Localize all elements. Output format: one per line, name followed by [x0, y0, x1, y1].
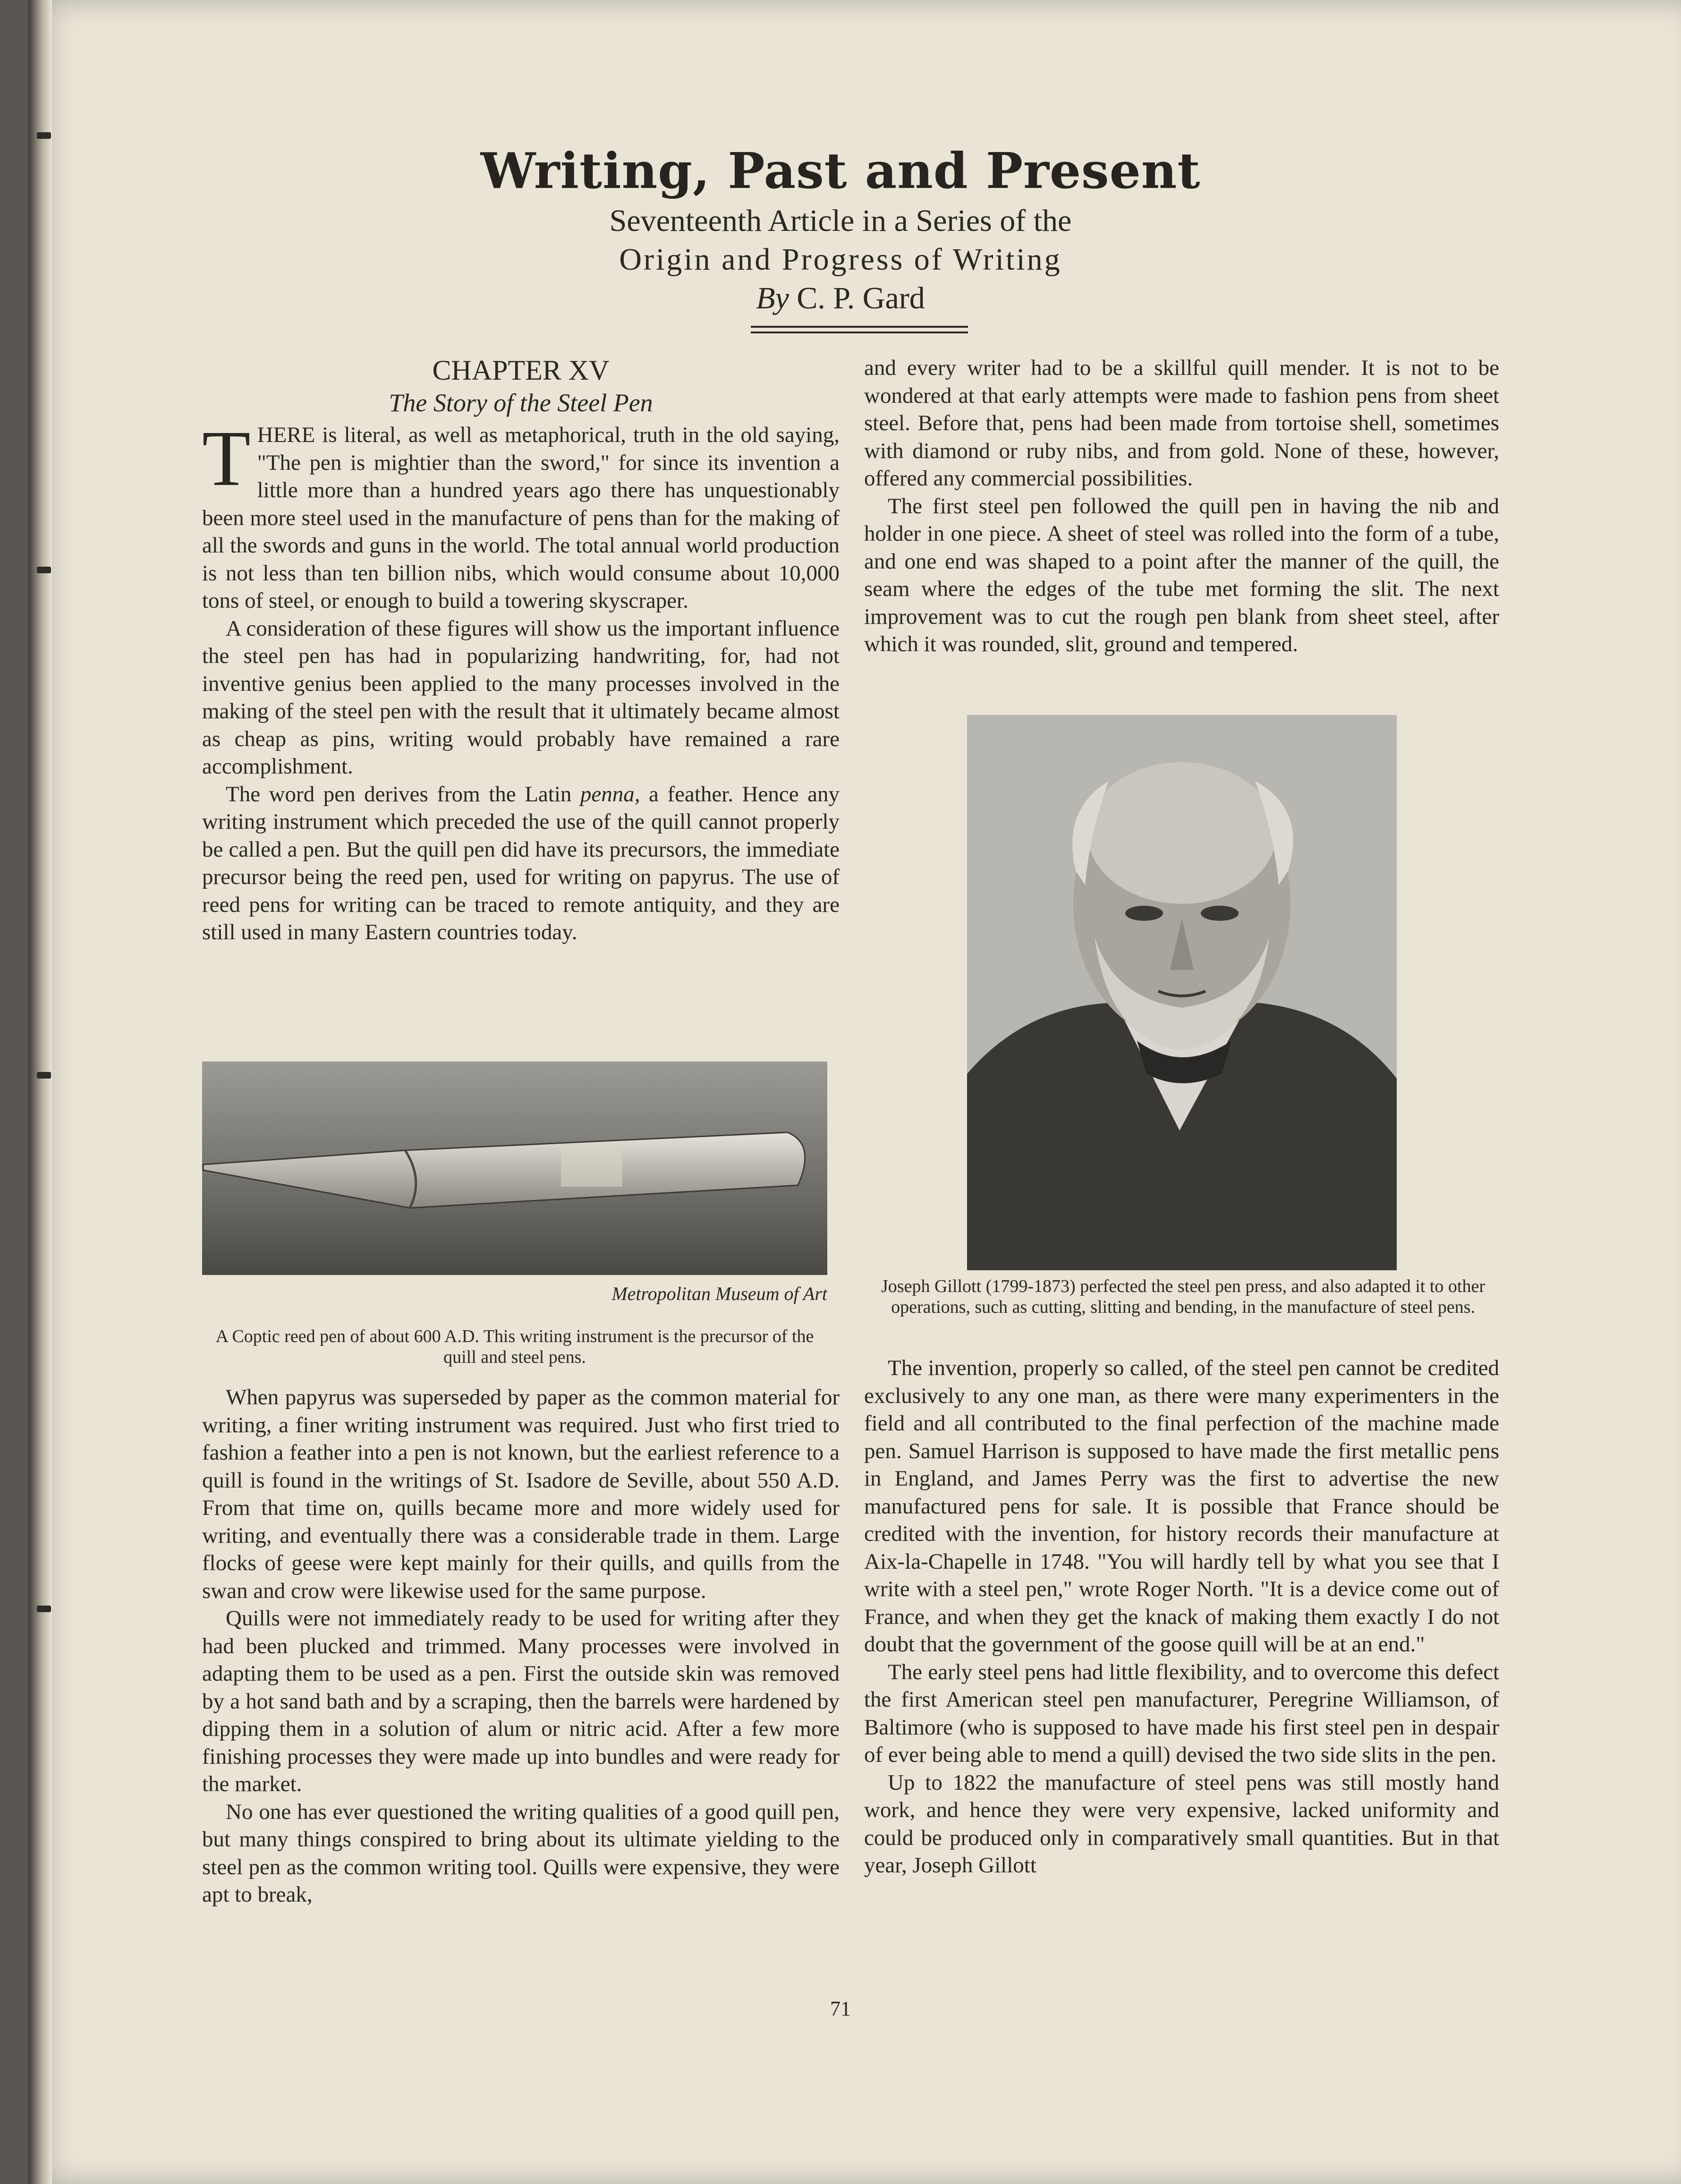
byline-prefix: By — [756, 281, 789, 315]
title-rule — [751, 326, 968, 328]
drop-cap: T — [202, 415, 251, 502]
paragraph: The word pen derives from the Latin penna, a feather. Hence any writing instrument which preceded the use of the quill cannot properly be called a pen. But the quill pen did have its precursors, the immediate precursor being the reed pen, used for writing on papyrus. The use of reed pens for writing can be traced to remote antiquity, and they are still used in many Eastern countries today. — [202, 782, 840, 944]
binding-mark — [37, 567, 51, 573]
article-subtitle-line2: Origin and Progress of Writing — [619, 242, 1062, 277]
page-number: 71 — [830, 1997, 851, 2020]
right-column-top — [864, 354, 1499, 658]
left-column-top — [202, 353, 840, 946]
paragraph: Up to 1822 the manufacture of steel pens was still mostly hand work, and hence they were very expensive, lacked uniformity and could be produced only in comparatively small quantities. But in that year, Joseph Gillott — [864, 1770, 1499, 1878]
title-rule — [751, 331, 968, 333]
reed-pen-caption: A Coptic reed pen of about 600 A.D. This writing instrument is the precursor of the quill and steel pens. — [215, 1326, 814, 1367]
left-column-bottom — [202, 1384, 840, 1909]
reed-pen-photo — [202, 1062, 827, 1275]
paragraph: Quills were not immediately ready to be used for writing after they had been plucked and trimmed. Many processes were involved in adapting them to be used as a pen. First the outside skin was removed by a hot sand bath and by a scraping, then the barrels were hardened by dipping them in a solution of alum or nitric acid. After a few more finishing processes they were made up into bundles and were ready for the market. — [202, 1606, 840, 1796]
reed-pen-illustration — [202, 1062, 827, 1275]
article-title: Writing, Past and Present — [480, 142, 1201, 200]
portrait-caption: Joseph Gillott (1799-1873) perfected the steel pen press, and also adapted it to other operations, such as cutting, slitting and bending, in the manufacture of steel pens. — [881, 1276, 1485, 1317]
paragraph: The invention, properly so called, of the steel pen cannot be credited exclusively to any one man, as there were many experimenters in the field and all contributed to the final perfection of the machine made pen. Samuel Harrison is supposed to have made the first metallic pens in England, and James Perry was the first to advertise the new manufactured pens for sale. It is possible that France should be credited with the invention, for history records their manufacture at Aix-la-Chapelle in 1748. "You will hardly tell by what you see that I write with a steel pen," wrote Roger North. "It is a device come out of France, and when they get the knack of making them exactly I do not doubt that the government of the goose quill will be at an end." — [864, 1356, 1499, 1657]
byline-author: C. P. Gard — [797, 281, 925, 315]
portrait-illustration — [967, 715, 1397, 1270]
paragraph: THERE is literal, as well as metaphorical, truth in the old saying, "The pen is mightier than the sword," for since its invention a little more than a hundred years ago there has unquestionably been more steel used in the manufacture of pens than for the making of all the swords and guns in the world. The total annual world production is not less than ten billion nibs, which would consume about 10,000 tons of steel, or enough to build a towering skyscraper. — [202, 415, 840, 613]
right-column-bottom — [864, 1354, 1499, 1879]
binding-mark — [37, 132, 51, 139]
paragraph: The early steel pens had little flexibility, and to overcome this defect the first American steel pen manufacturer, Peregrine Williamson, of Baltimore (who is supposed to have made his first steel pen in despair of ever being able to mend a quill) devised the two side slits in the pen. — [864, 1659, 1499, 1767]
article-subtitle-line1: Seventeenth Article in a Series of the — [609, 204, 1072, 238]
paragraph: When papyrus was superseded by paper as the common material for writing, a finer writing instrument was required. Just who first tried to fashion a feather into a pen is not known, but the earliest reference to a quill is found in the writings of St. Isadore de Seville, about 550 A.D. From that time on, quills became more and more widely used for writing, and eventually there was a considerable trade in them. Large flocks of geese were kept mainly for their quills, and quills from the swan and crow were likewise used for the same purpose. — [202, 1385, 840, 1603]
paragraph: A consideration of these figures will show us the important influence the steel pen has had in popularizing handwriting, for, had not inventive genius been applied to the many processes involved in the making of the steel pen with the result that it ultimately became almost as cheap as pins, writing would probably have remained a rare accomplishment. — [202, 616, 840, 779]
paragraph: No one has ever questioned the writing qualities of a good quill pen, but many things conspired to bring about its ultimate yielding to the steel pen as the common writing tool. Quills were expensive, they were apt to break, — [202, 1799, 840, 1907]
chapter-heading: CHAPTER XV — [432, 355, 610, 386]
paragraph: and every writer had to be a skillful quill mender. It is not to be wondered at that early attempts were made to fashion pens from sheet steel. Before that, pens had been made from tortoise shell, sometimes with diamond or ruby nibs, and from gold. None of these, however, offered any commercial possibilities. — [864, 356, 1499, 491]
joseph-gillott-portrait — [967, 715, 1397, 1270]
article-byline — [0, 280, 1681, 316]
photo-credit: Metropolitan Museum of Art — [611, 1283, 827, 1304]
paragraph: The first steel pen followed the quill pen in having the nib and holder in one piece. A sheet of steel was rolled into the form of a tube, and one end was shaped to a point after the manner of the quill, the seam where the edges of the tube met forming the slit. The next improvement was to cut the rough pen blank from sheet steel, after which it was rounded, slit, ground and tempered. — [864, 493, 1499, 656]
chapter-subheading: The Story of the Steel Pen — [389, 389, 653, 417]
binding-mark — [37, 1072, 51, 1079]
binding-mark — [37, 1606, 51, 1612]
binding-spine — [28, 0, 52, 2184]
